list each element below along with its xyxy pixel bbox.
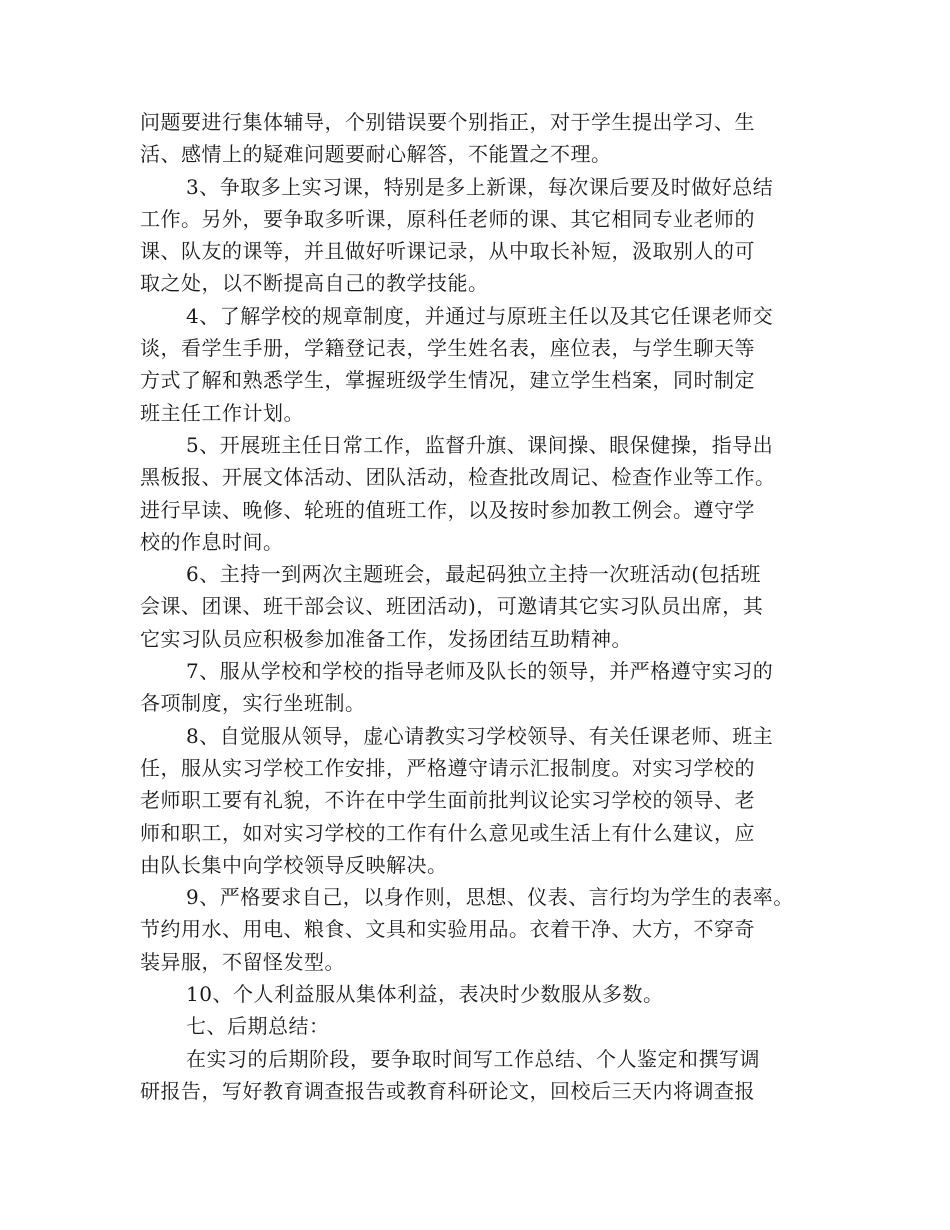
text-line: 方式了解和熟悉学生，掌握班级学生情况，建立学生档案，同时制定 bbox=[140, 368, 755, 393]
text-line: 4、了解学校的规章制度，并通过与原班主任以及其它任课老师交 bbox=[186, 303, 774, 328]
text-line: 会课、团课、班干部会议、班团活动)，可邀请其它实习队员出席，其 bbox=[140, 594, 764, 619]
text-line: 工作。另外，要争取多听课，原科任老师的课、其它相同专业老师的 bbox=[140, 206, 755, 231]
text-line: 师和职工，如对实习学校的工作有什么意见或生活上有什么建议，应 bbox=[140, 820, 755, 845]
text-line: 6、主持一到两次主题班会，最起码独立主持一次班活动(包括班 bbox=[186, 562, 762, 587]
text-line: 校的作息时间。 bbox=[140, 529, 284, 554]
text-line: 它实习队员应积极参加准备工作，发扬团结互助精神。 bbox=[140, 626, 632, 651]
text-line: 由队长集中向学校领导反映解决。 bbox=[140, 852, 448, 877]
text-line: 各项制度，实行坐班制。 bbox=[140, 691, 366, 716]
text-line: 9、严格要求自己，以身作则，思想、仪表、言行均为学生的表率。 bbox=[186, 885, 794, 910]
text-line: 黑板报、开展文体活动、团队活动，检查批改周记、检查作业等工作。 bbox=[140, 465, 776, 490]
text-line: 7、服从学校和学校的指导老师及队长的领导，并严格遵守实习的 bbox=[186, 659, 774, 684]
text-line: 老师职工要有礼貌，不许在中学生面前批判议论实习学校的领导、老 bbox=[140, 788, 755, 813]
text-line: 活、感情上的疑难问题要耐心解答，不能置之不理。 bbox=[140, 142, 612, 167]
text-line: 研报告，写好教育调查报告或教育科研论文，回校后三天内将调查报 bbox=[140, 1078, 755, 1103]
text-line: 5、开展班主任日常工作，监督升旗、课间操、眼保健操，指导出 bbox=[186, 432, 774, 457]
section-heading: 七、后期总结： bbox=[186, 1014, 330, 1039]
text-line: 问题要进行集体辅导，个别错误要个别指正，对于学生提出学习、生 bbox=[140, 110, 755, 134]
text-line: 课、队友的课等，并且做好听课记录，从中取长补短，汲取别人的可 bbox=[140, 239, 755, 264]
text-line: 在实习的后期阶段，要争取时间写工作总结、个人鉴定和撰写调 bbox=[186, 1046, 760, 1071]
body-text bbox=[140, 106, 830, 1107]
text-line: 节约用水、用电、粮食、文具和实验用品。衣着干净、大方，不穿奇 bbox=[140, 917, 755, 942]
text-line: 任，服从实习学校工作安排，严格遵守请示汇报制度。对实习学校的 bbox=[140, 755, 755, 780]
text-line: 班主任工作计划。 bbox=[140, 400, 304, 425]
text-line: 进行早读、晚修、轮班的值班工作，以及按时参加教工例会。遵守学 bbox=[140, 497, 755, 522]
text-line: 装异服，不留怪发型。 bbox=[140, 949, 345, 974]
text-line: 10、个人利益服从集体利益，表决时少数服从多数。 bbox=[186, 982, 664, 1007]
text-line: 3、争取多上实习课，特别是多上新课，每次课后要及时做好总结 bbox=[186, 174, 774, 199]
text-line: 取之处，以不断提高自己的教学技能。 bbox=[140, 271, 489, 296]
text-line: 谈，看学生手册，学籍登记表，学生姓名表，座位表，与学生聊天等 bbox=[140, 336, 755, 361]
text-line: 8、自觉服从领导，虚心请教实习学校领导、有关任课老师、班主 bbox=[186, 723, 774, 748]
